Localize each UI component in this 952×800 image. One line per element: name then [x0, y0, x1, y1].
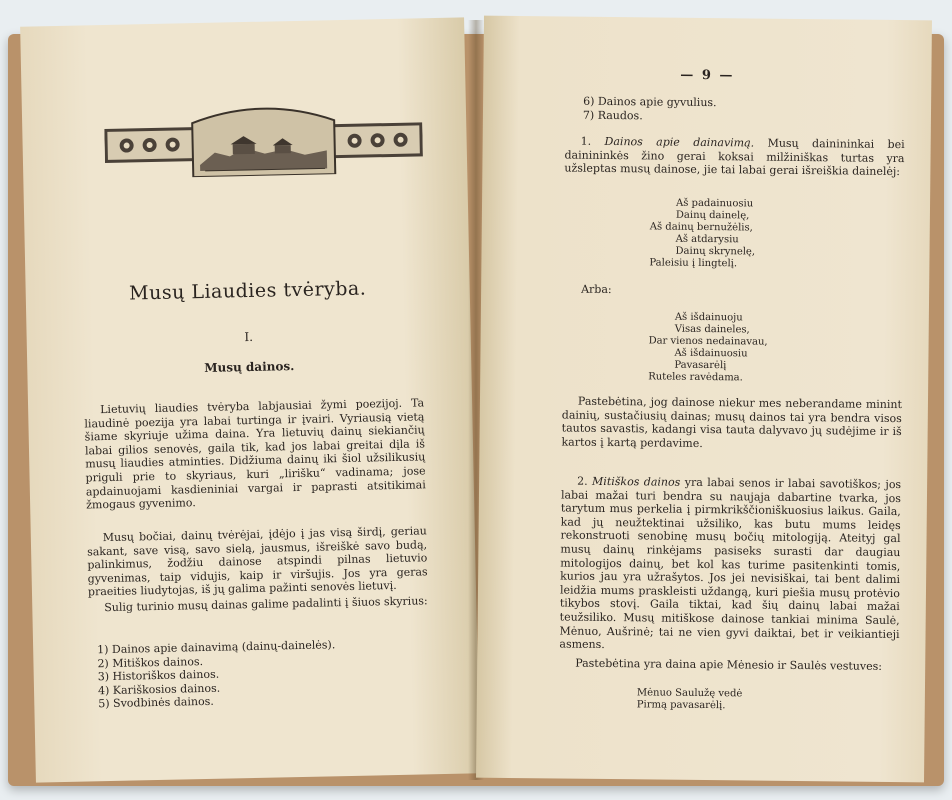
list-item: 5) Svodbinės dainos. [98, 694, 214, 711]
chapter-title: Musų Liaudies tvėryba. [128, 277, 367, 305]
paragraph-intro: Lietuvių liaudies tvėryba labjausiai žymi poezijoj. Ta liaudinė poezija yra labai turtinga ir įvairi. Vyriausią vietą šiame skyriuje užima daina. Yra lietuvių dainų siekiančių labai gilios senovės, gaila tik, kad jos labai greitai dįla iš musų liaudies atminties. Didžiuma dainų iki šiol užsilikusių priguli prie to skyriaus, kuri „lirišku“ vadinama; jose apdainuojami kasdieniniai vargai ir paprasti atsitikimai žmogaus gyvenimo. [84, 396, 426, 512]
verse-block [637, 687, 743, 712]
list-item: 2) Mitiškos dainos. [97, 654, 204, 670]
paragraph-dainavimas [564, 135, 904, 179]
paragraph-number: 2. [577, 474, 593, 488]
italic-term: Dainos apie dainavimą. [604, 134, 755, 150]
verse-line: Mėnuo Saulužę vedė [636, 687, 743, 700]
paragraph-body: yra labai senos ir labai savotiškos; jos labai mažai turi bendra su naujaja dabartine tvarka, jos tarytum mus perkelia į pirmkrikščioniškuosius laikus. Gaila, kad jų neužtektinai užsiliko, kas butu mums leidęs rekonstruoti senobinę musų bočių mitologiją. Ateityj gal musų dainų rinkėjams pasiseks surasti dar daugiau mitologijos dainų, bet kol kas turime pasitenkinti tomis, kurios jau yra užrašytos. Jos jei nevisiškai, tai bent dalimi leidžia mums praskleisti uždangą, kuri piešia musų protėvio tikybos stovį. Gaila tiktai, kad šių dainų labai mažai teužsiliko. Musų mitiškose dainose tankiai minima Saulė, Mėnuo, Aušrinė; tai ne vien gyvi daiktai, bet ir veikiantieji asmens. [559, 475, 902, 652]
list-item: 6) Dainos apie gyvulius. [583, 94, 717, 110]
verse-line: Aš atdarysiu [675, 233, 739, 246]
paragraph-number: 1. [580, 134, 605, 148]
list-item: 7) Raudos. [582, 108, 643, 122]
decorative-vignette-icon [104, 100, 423, 179]
right-page [476, 16, 932, 783]
verse-line: Dar vienos nedainavau, [648, 335, 768, 348]
roman-numeral: I. [244, 329, 254, 345]
paragraph-body: Musų dainininkai bei dainininkės žino gerai koksai milžiniškas turtas yra užsleptas musų dainose, jie tai labai gerai išreiškia dainelėj: [564, 136, 905, 179]
song-categories-list [97, 637, 418, 711]
paragraph-bociai: Musų bočiai, dainų tvėrėjai, įdėjo į jas visą širdį, geriau sakant, save visą, savo sielą, jausmus, išreiškė savo budą, palinkimus, žodžiu dainose atspindi pilnas lietuvio gyvenimas, taip vidujis, kaip ir viršujis. Jos yra geras praeities liudytojas, iš jų galima pažinti senovės lietuvį. [87, 524, 428, 599]
verse-line: Aš dainų bernužėlis, [649, 221, 753, 234]
list-item: 4) Kariškosios dainos. [97, 681, 221, 697]
song-categories-list-continued [583, 95, 903, 125]
arba-label: Arba: [581, 282, 612, 297]
paragraph-skyrius: Sulig turinio musų dainas galime padalinti į šiuos skyrius: [104, 594, 428, 615]
list-item: 3) Historiškos dainos. [97, 667, 220, 684]
verse-block [648, 311, 768, 384]
paragraph-mitiskos [559, 475, 901, 655]
paragraph-vestuves: Pastebėtina yra daina apie Mėnesio ir Saulės vestuves: [575, 656, 883, 673]
verse-line: Aš padainuosiu [675, 197, 754, 210]
italic-term: Mitiškos dainos [592, 474, 681, 489]
verse-line: Aš išdainuosiu [674, 347, 748, 360]
left-page [20, 17, 480, 782]
paragraph-pastebetina: Pastebėtina, jog dainose niekur mes neberandame minint dainių, sustačiusių dainas; musų dainos tai yra bendra visos tautos savastis, kadangi visa tauta dalyvavo jų sudėjime ir iš kartos į kartą perdavime. [561, 394, 903, 450]
verse-line: Visas daineles, [674, 323, 750, 336]
verse-block [649, 197, 755, 270]
verse-line: Dainų dainelę, [675, 209, 750, 222]
verse-line: Ruteles ravėdama. [648, 371, 743, 384]
verse-line: Pavasarėlį [674, 359, 727, 372]
verse-line: Dainų skrynelę, [675, 245, 756, 258]
list-item: 1) Dainos apie dainavimą (dainų-dainelės). [97, 638, 336, 657]
verse-line: Paleisiu į lingtelį. [649, 257, 738, 270]
verse-line: Aš išdainuoju [674, 311, 743, 324]
verse-line: Pirmą pavasarėlį. [636, 699, 726, 712]
page-number: — 9 — [680, 67, 735, 84]
section-title: Musų dainos. [204, 359, 295, 375]
